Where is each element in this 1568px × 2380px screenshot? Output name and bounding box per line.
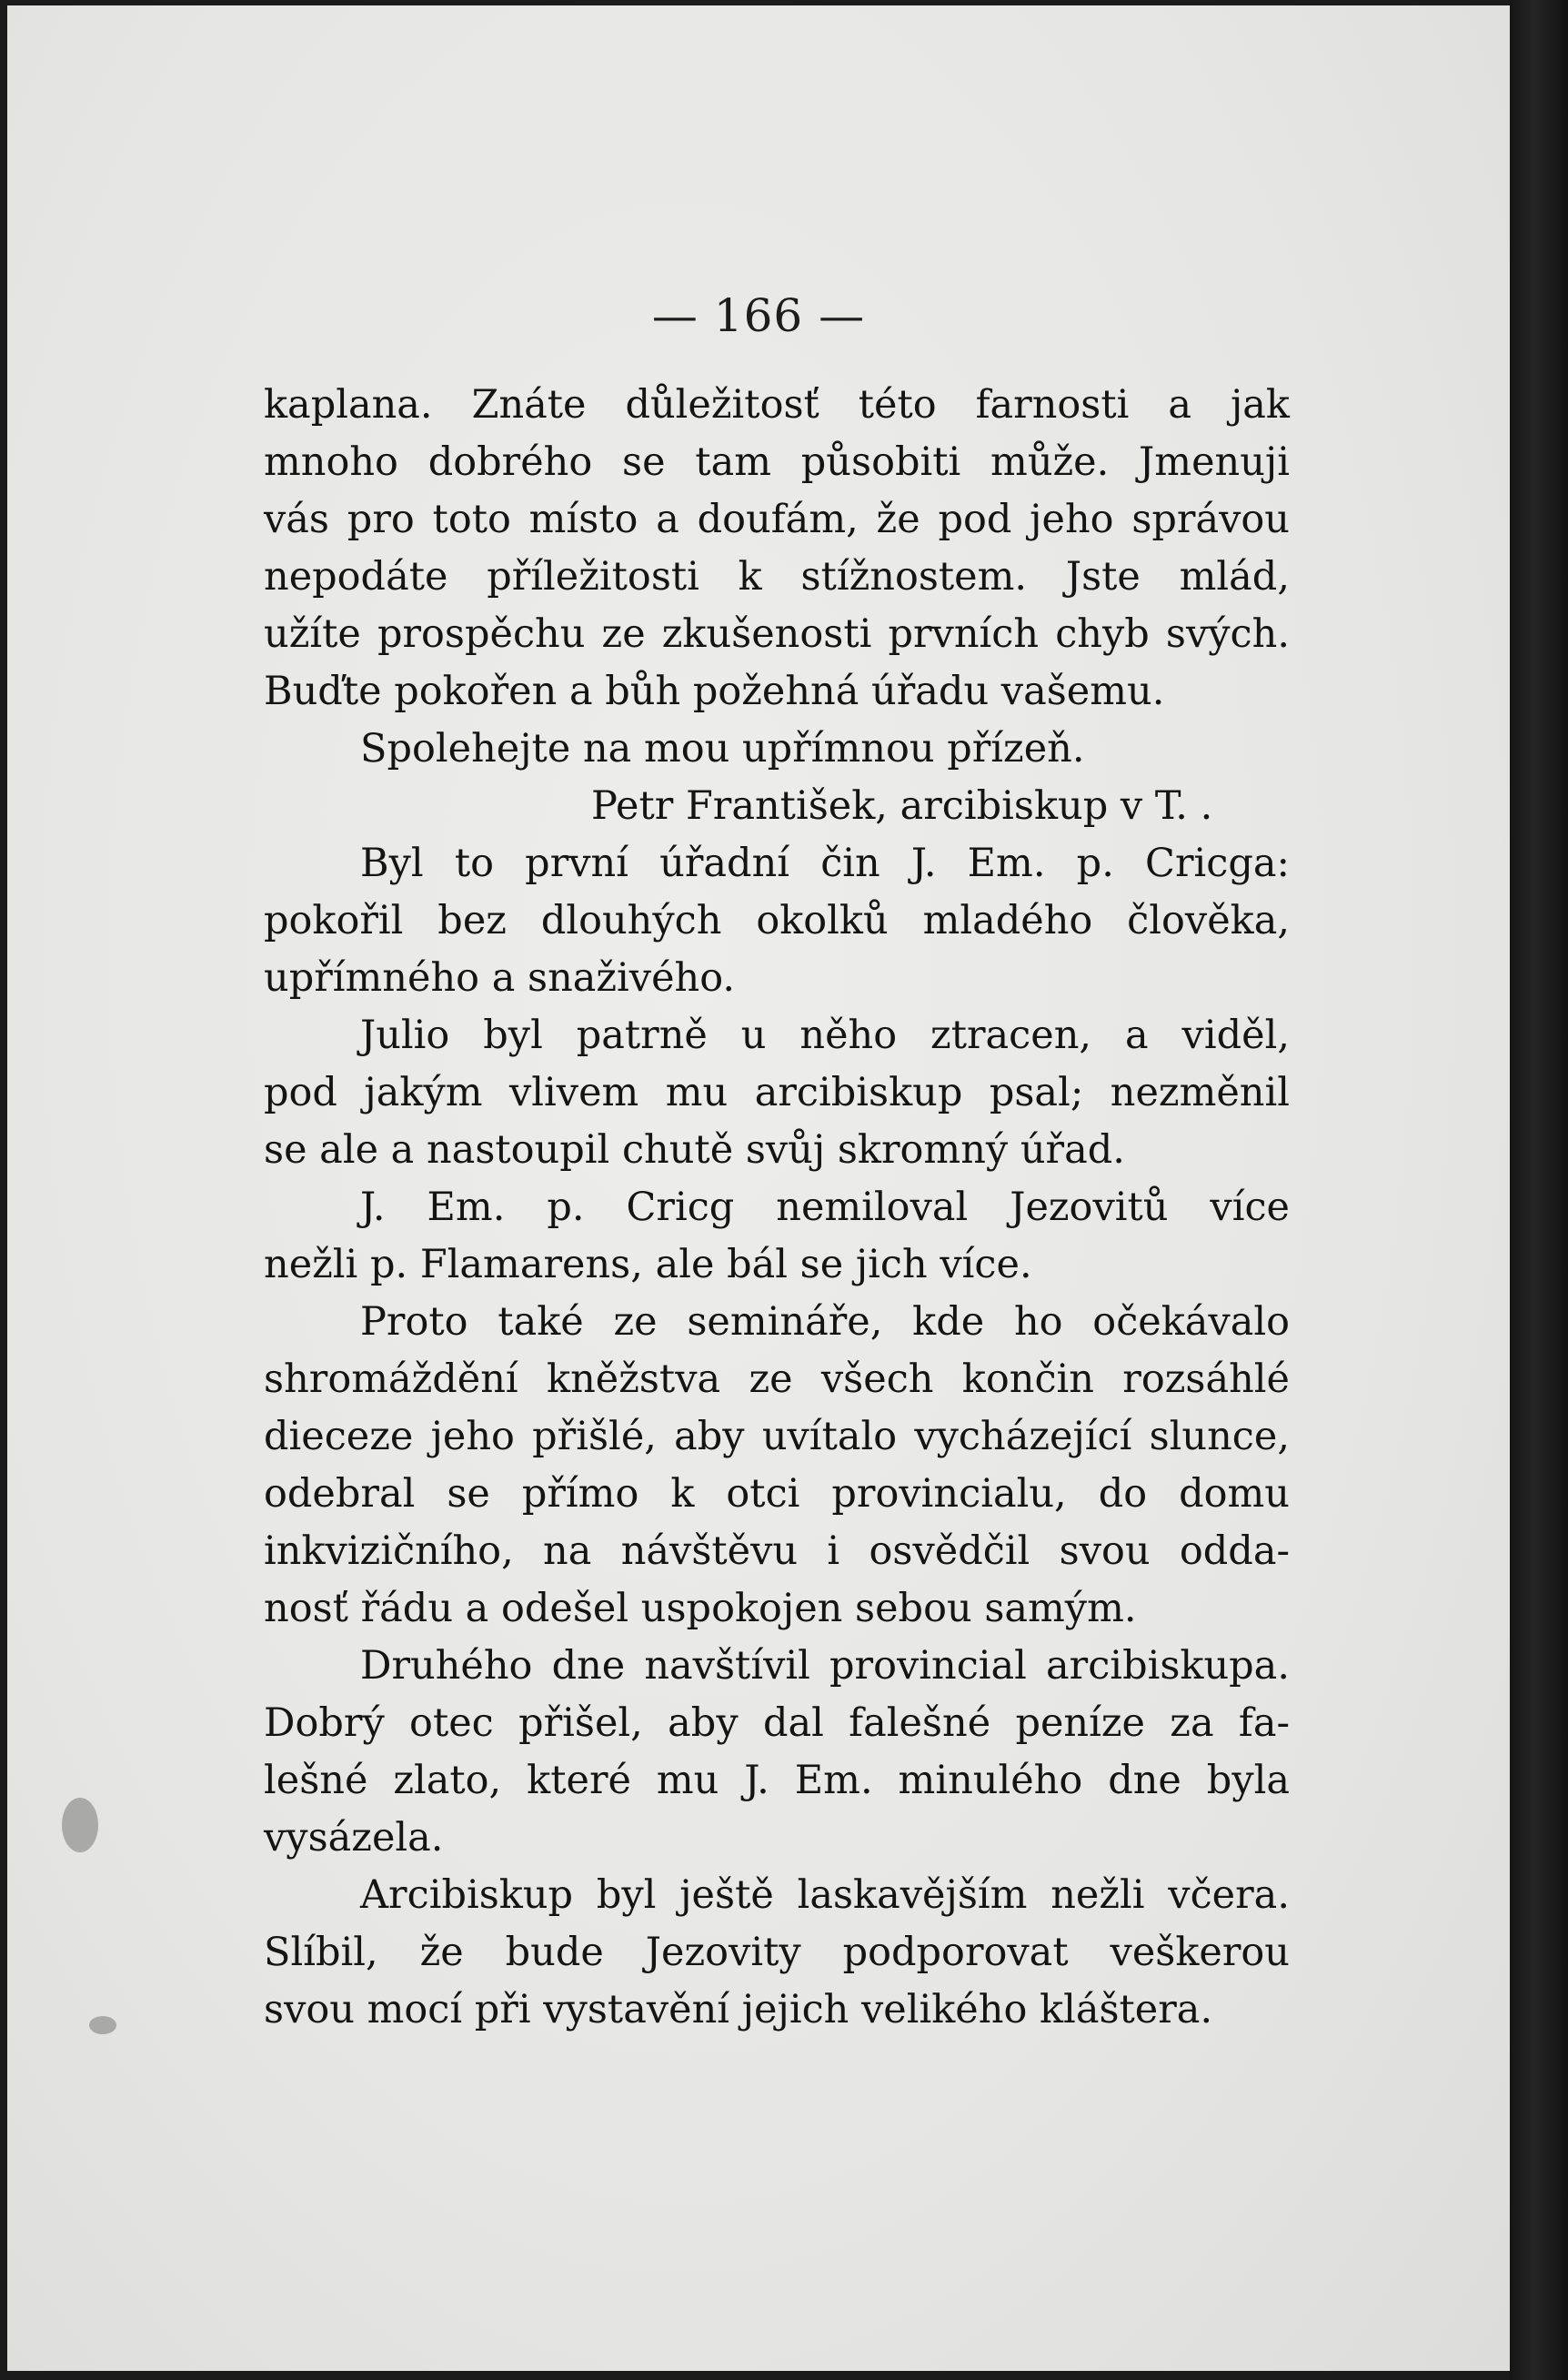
text-line: Buďte pokořen a bůh požehná úřadu vašemu. xyxy=(264,669,1165,714)
text-line: nepodáte příležitosti k stížnostem. Jste mlád, xyxy=(264,554,1290,600)
text-line: Spolehejte na mou upřímnou přízeň. xyxy=(360,726,1085,771)
text-line: se ale a nastoupil chutě svůj skromný úřad. xyxy=(264,1127,1125,1173)
text-line: Byl to první úřadní čin J. Em. p. Cricga: xyxy=(360,841,1290,886)
text-line: odebral se přímo k otci provincialu, do domu xyxy=(264,1471,1290,1517)
scan-blot xyxy=(89,2016,116,2034)
text-line: Petr František, arcibiskup v T. . xyxy=(591,783,1213,829)
text-line: užíte prospěchu ze zkušenosti prvních chyb svých. xyxy=(264,611,1290,657)
text-line: pokořil bez dlouhých okolků mladého člověka, xyxy=(264,898,1290,943)
page-edge-shadow xyxy=(1510,0,1568,2380)
text-line: Druhého dne navštívil provincial arcibiskupa. xyxy=(360,1643,1290,1689)
text-line: Julio byl patrně u něho ztracen, a viděl, xyxy=(360,1013,1290,1058)
text-line: lešné zlato, které mu J. Em. minulého dne byla xyxy=(264,1758,1290,1803)
body-text xyxy=(264,377,1290,2039)
book-page xyxy=(7,5,1510,2371)
text-line: mnoho dobrého se tam působiti může. Jmenuji xyxy=(264,439,1290,485)
text-line: pod jakým vlivem mu arcibiskup psal; nezměnil xyxy=(264,1070,1290,1115)
text-line: vás pro toto místo a doufám, že pod jeho správou xyxy=(264,497,1290,542)
text-line: upřímného a snaživého. xyxy=(264,955,736,1001)
text-line: kaplana. Znáte důležitosť této farnosti a jak xyxy=(264,382,1290,428)
page-number: — 166 — xyxy=(651,289,866,342)
text-line: Proto také ze semináře, kde ho očekávalo xyxy=(360,1299,1290,1345)
text-line: Dobrý otec přišel, aby dal falešné peníze za fa- xyxy=(264,1700,1290,1746)
text-line: shromáždění kněžstva ze všech končin rozsáhlé xyxy=(264,1356,1290,1402)
text-line: svou mocí při vystavění jejich velikého kláštera. xyxy=(264,1987,1213,2032)
text-line: Slíbil, že bude Jezovity podporovat veškerou xyxy=(264,1930,1290,1975)
text-line: J. Em. p. Cricg nemiloval Jezovitů více xyxy=(360,1185,1290,1230)
text-line: vysázela. xyxy=(264,1815,444,1861)
text-line: nosť řádu a odešel uspokojen sebou samým. xyxy=(264,1586,1137,1631)
scan-blot xyxy=(62,1798,98,1852)
text-line: inkvizičního, na návštěvu i osvědčil svou odda- xyxy=(264,1528,1290,1574)
text-line: Arcibiskup byl ještě laskavějším nežli včera. xyxy=(360,1872,1290,1918)
text-line: nežli p. Flamarens, ale bál se jich více. xyxy=(264,1242,1032,1287)
text-line: dieceze jeho přišlé, aby uvítalo vycházející slunce, xyxy=(264,1414,1290,1459)
